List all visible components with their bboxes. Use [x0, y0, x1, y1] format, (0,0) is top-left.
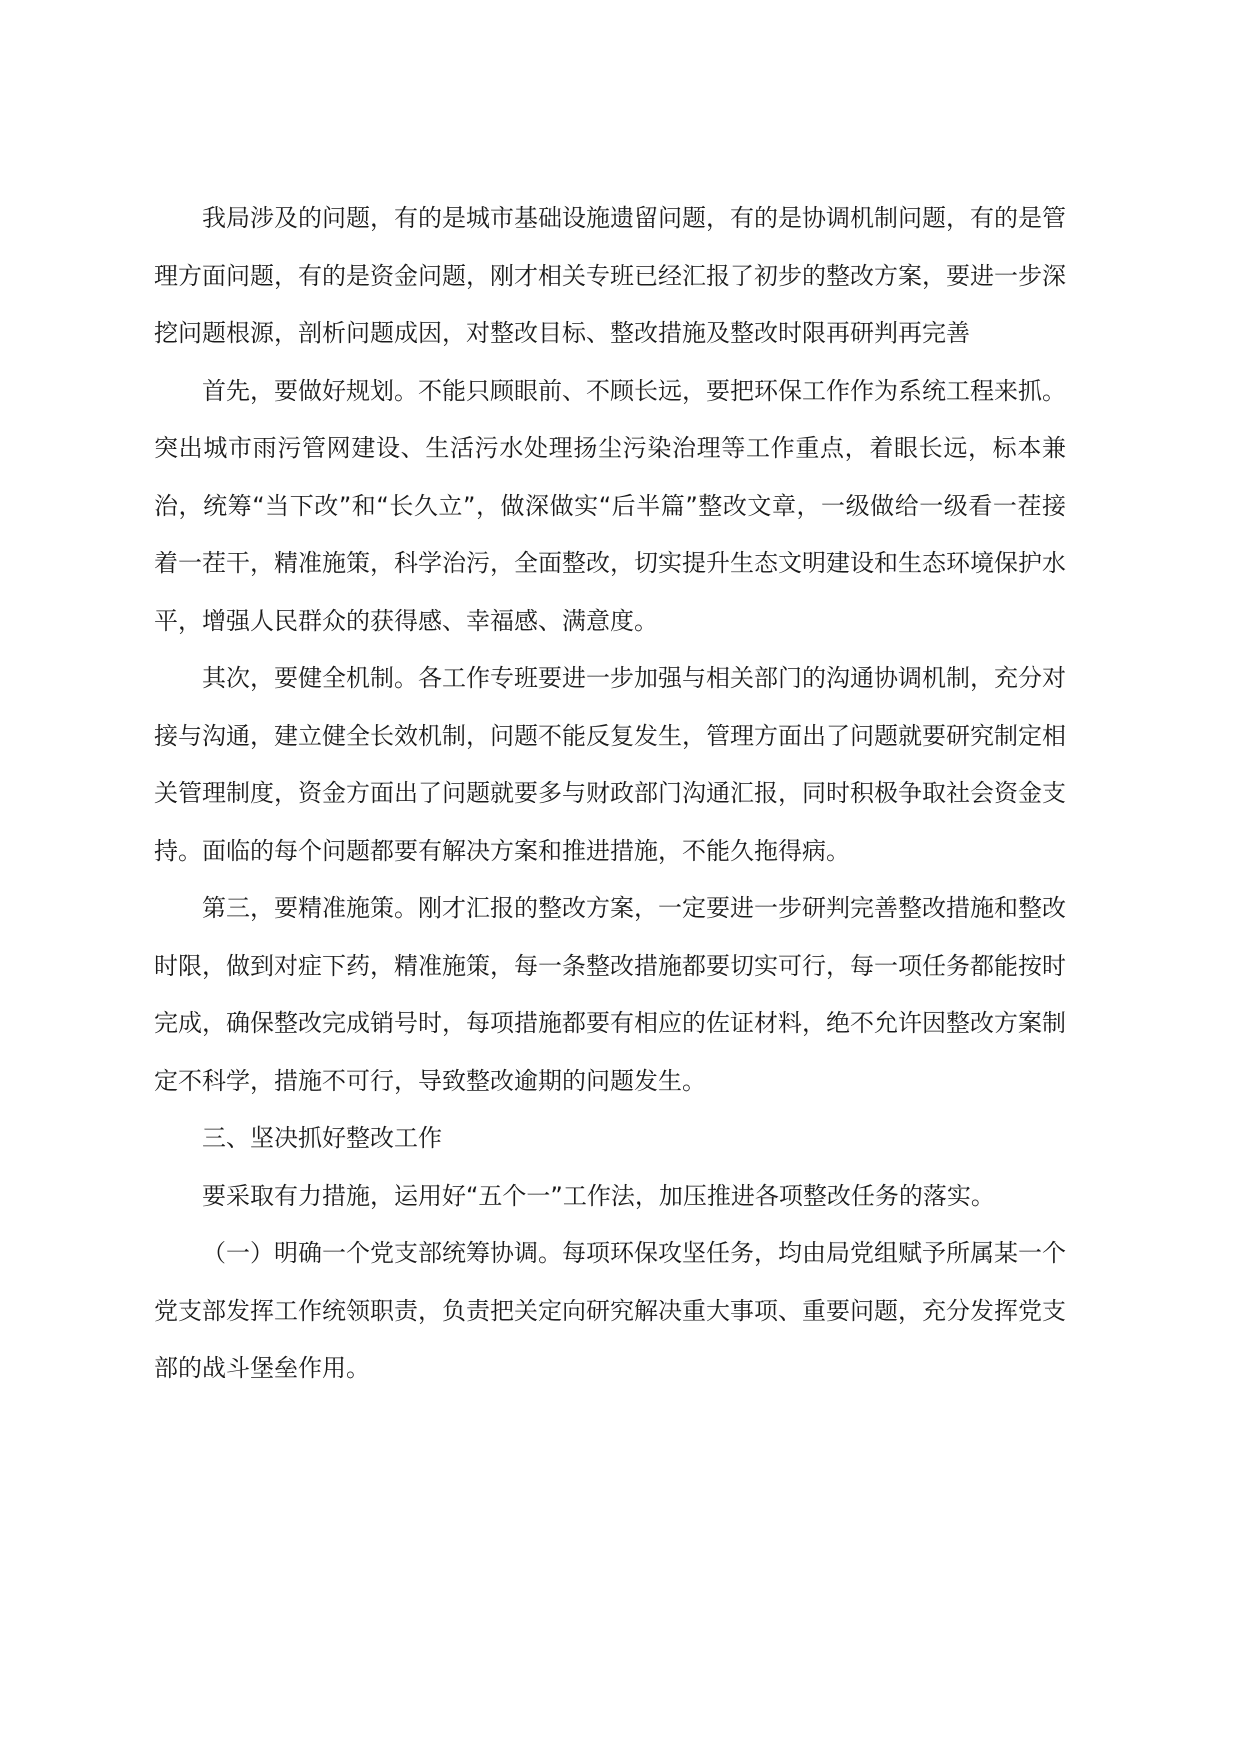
paragraph-planning: 首先，要做好规划。不能只顾眼前、不顾长远，要把环保工作作为系统工程来抓。突出城市雨污管网建设、生活污水处理扬尘污染治理等工作重点，着眼长远，标本兼治，统筹“当下改”和“长久立”，做深做实“后半篇”整改文章，一级做给一级看一茬接着一茬干，精准施策，科学治污，全面整改，切实提升生态文明建设和生态环境保护水平，增强人民群众的获得感、幸福感、满意度。 [154, 376, 1066, 635]
document-body [154, 190, 1066, 1398]
paragraph-party-branch: （一）明确一个党支部统筹协调。每项环保攻坚任务，均由局党组赋予所属某一个党支部发挥工作统领职责，负责把关定向研究解决重大事项、重要问题，充分发挥党支部的战斗堡垒作用。 [154, 1239, 1066, 1382]
paragraph-problems: 我局涉及的问题，有的是城市基础设施遗留问题，有的是协调机制问题，有的是管理方面问题，有的是资金问题，刚才相关专班已经汇报了初步的整改方案，要进一步深挖问题根源，剖析问题成因，对整改目标、整改措施及整改时限再研判再完善 [154, 204, 1066, 347]
paragraph-precise-measures: 第三，要精准施策。刚才汇报的整改方案，一定要进一步研判完善整改措施和整改时限，做到对症下药，精准施策，每一条整改措施都要切实可行，每一项任务都能按时完成，确保整改完成销号时，每项措施都要有相应的佐证材料，绝不允许因整改方案制定不科学，措施不可行，导致整改逾期的问题发生。 [154, 894, 1066, 1095]
paragraph-five-ones: 要采取有力措施，运用好“五个一”工作法，加压推进各项整改任务的落实。 [202, 1181, 995, 1210]
paragraph-mechanism: 其次，要健全机制。各工作专班要进一步加强与相关部门的沟通协调机制，充分对接与沟通，建立健全长效机制，问题不能反复发生，管理方面出了问题就要研究制定相关管理制度，资金方面出了问题就要多与财政部门沟通汇报，同时积极争取社会资金支持。面临的每个问题都要有解决方案和推进措施，不能久拖得病。 [154, 664, 1066, 865]
section-heading-rectification: 三、坚决抓好整改工作 [202, 1124, 442, 1152]
